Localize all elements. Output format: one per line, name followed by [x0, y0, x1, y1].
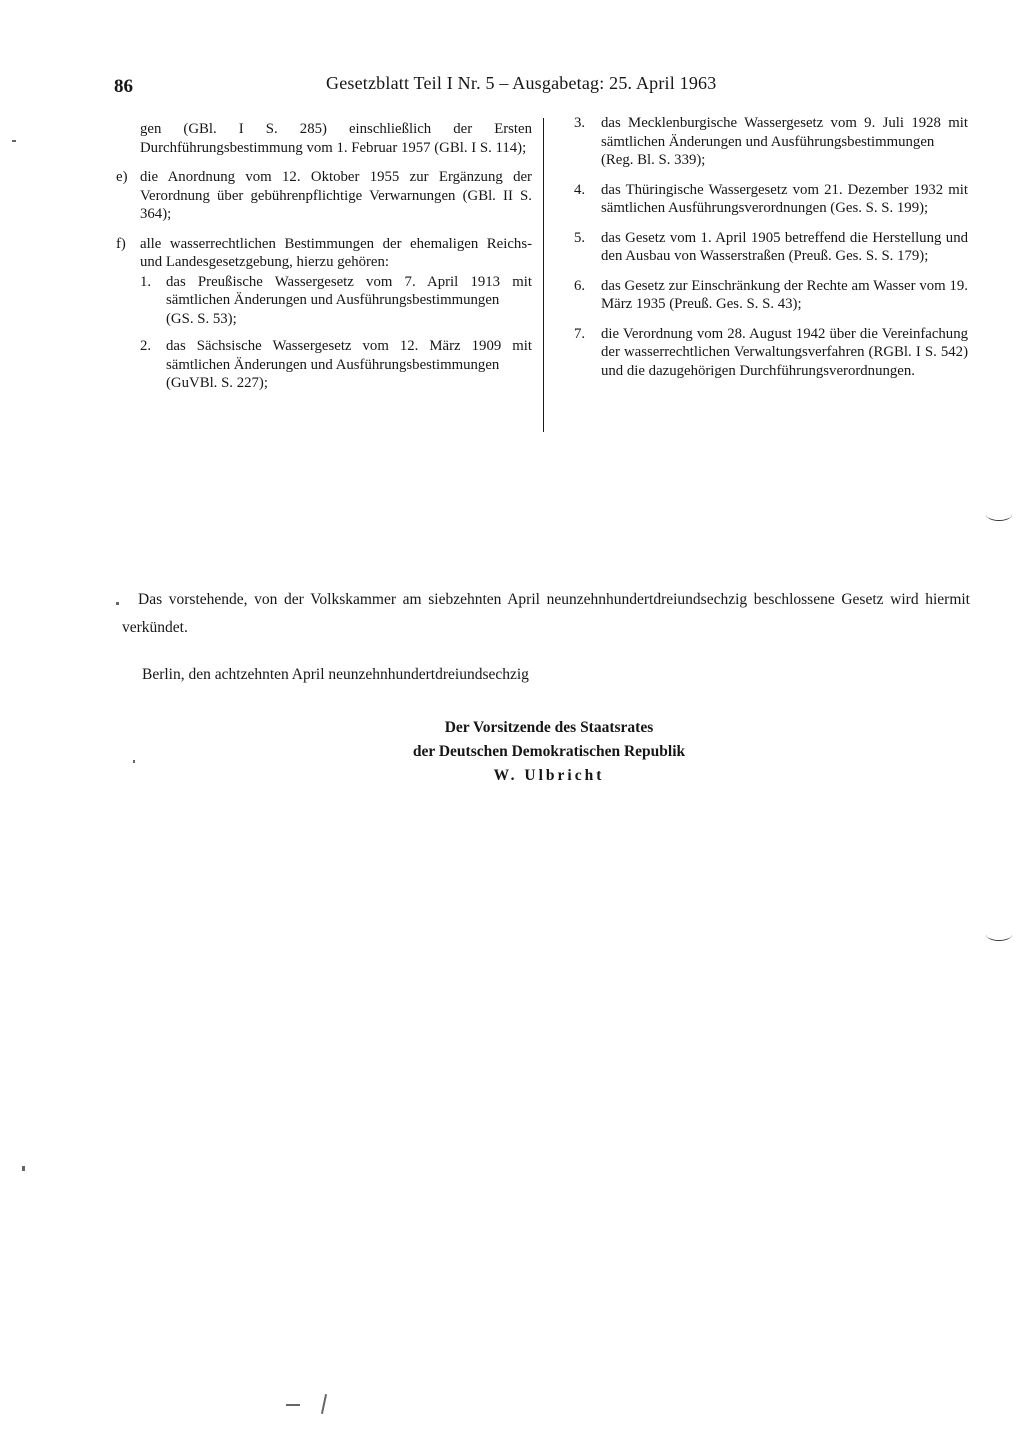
- list-item-5: [574, 229, 968, 266]
- signature-title-line-2: der Deutschen Demokratischen Republik: [412, 743, 686, 760]
- item-marker: 6.: [574, 277, 586, 294]
- column-rule: [543, 118, 544, 432]
- continuation-text: gen (GBl. I S. 285) einschließlich der Ersten Durchführungsbestimmung vom 1. Februar 1957 (GBl. I S. 114);: [140, 121, 532, 156]
- item-marker: 7.: [574, 325, 586, 342]
- item-marker: e): [116, 169, 128, 185]
- margin-mark: [986, 508, 1012, 521]
- scan-speck: [286, 1404, 300, 1406]
- item-marker: 3.: [574, 115, 586, 131]
- list-item-e: [116, 168, 532, 224]
- sub-item-citation: (GuVBl. S. 227);: [166, 375, 268, 391]
- sub-item-citation: (GS. S. 53);: [166, 310, 237, 327]
- item-text: das Gesetz zur Einschränkung der Rechte am Wasser vom 19. März 1935 (Preuß. Ges. S. S. 43);: [601, 277, 968, 312]
- place-date-line: Berlin, den achtzehnten April neunzehnhundertdreiundsechzig: [142, 666, 529, 683]
- sub-item-marker: 2.: [140, 338, 152, 354]
- sub-item-1: [140, 273, 532, 329]
- page-number: 86: [114, 76, 133, 97]
- left-column: [116, 120, 532, 404]
- right-column: [574, 114, 968, 391]
- scan-speck: [22, 1166, 25, 1171]
- list-item-4: [574, 181, 968, 218]
- signature-title-line-1: Der Vorsitzende des Staatsrates: [444, 719, 654, 736]
- scan-speck: [12, 140, 16, 142]
- sub-item-text: das Sächsische Wassergesetz vom 12. März 1909 mit sämtlichen Änderungen und Ausführungsbestimmungen: [166, 338, 532, 373]
- item-text: das Gesetz vom 1. April 1905 betreffend die Herstellung und den Ausbau von Wasserstraßen (Preuß. Ges. S. S. 179);: [601, 229, 968, 264]
- scan-speck: [116, 602, 119, 605]
- item-marker: f): [116, 235, 126, 252]
- scan-speck: [133, 760, 135, 763]
- item-text: das Thüringische Wassergesetz vom 21. Dezember 1932 mit sämtlichen Ausführungsverordnungen (Ges. S. S. 199);: [601, 181, 968, 216]
- proclamation-paragraph: [122, 586, 970, 642]
- item-text: die Anordnung vom 12. Oktober 1955 zur Ergänzung der Verordnung über gebührenpflichtige Verwarnungen (GBl. II S. 364);: [140, 169, 532, 222]
- list-item-3: [574, 114, 968, 170]
- proclamation-text: Das vorstehende, von der Volkskammer am siebzehnten April neunzehnhundertdreiundsechzig beschlossene Gesetz wird hiermit verkündet.: [122, 591, 970, 636]
- item-citation: (Reg. Bl. S. 339);: [601, 152, 706, 168]
- item-marker: 5.: [574, 229, 586, 246]
- signer-name: W. Ulbricht: [493, 767, 605, 784]
- scan-speck: [321, 1394, 327, 1414]
- sub-list: [140, 273, 532, 393]
- list-item-f: [116, 235, 532, 393]
- header-title: Gesetzblatt Teil I Nr. 5 – Ausgabetag: 25. April 1963: [326, 73, 717, 93]
- sub-item-text: das Preußische Wassergesetz vom 7. April 1913 mit sämtlichen Änderungen und Ausführungsbestimmungen: [166, 273, 532, 308]
- item-text: das Mecklenburgische Wassergesetz vom 9. Juli 1928 mit sämtlichen Änderungen und Ausführungsbestimmungen: [601, 115, 968, 150]
- list-item-7: [574, 325, 968, 381]
- signature-block: [376, 716, 722, 788]
- item-marker: 4.: [574, 181, 586, 198]
- margin-mark: [986, 928, 1012, 941]
- list-item-6: [574, 277, 968, 314]
- sub-item-2: [140, 337, 532, 393]
- item-text: die Verordnung vom 28. August 1942 über die Vereinfachung der wasserrechtlichen Verwaltungsverfahren (RGBl. I S. 542) und die dazugehörigen Durchführungsverordnungen.: [601, 325, 968, 379]
- sub-item-marker: 1.: [140, 273, 152, 290]
- item-text: alle wasserrechtlichen Bestimmungen der ehemaligen Reichs- und Landesgesetzgebung, hierzu gehören:: [140, 235, 532, 270]
